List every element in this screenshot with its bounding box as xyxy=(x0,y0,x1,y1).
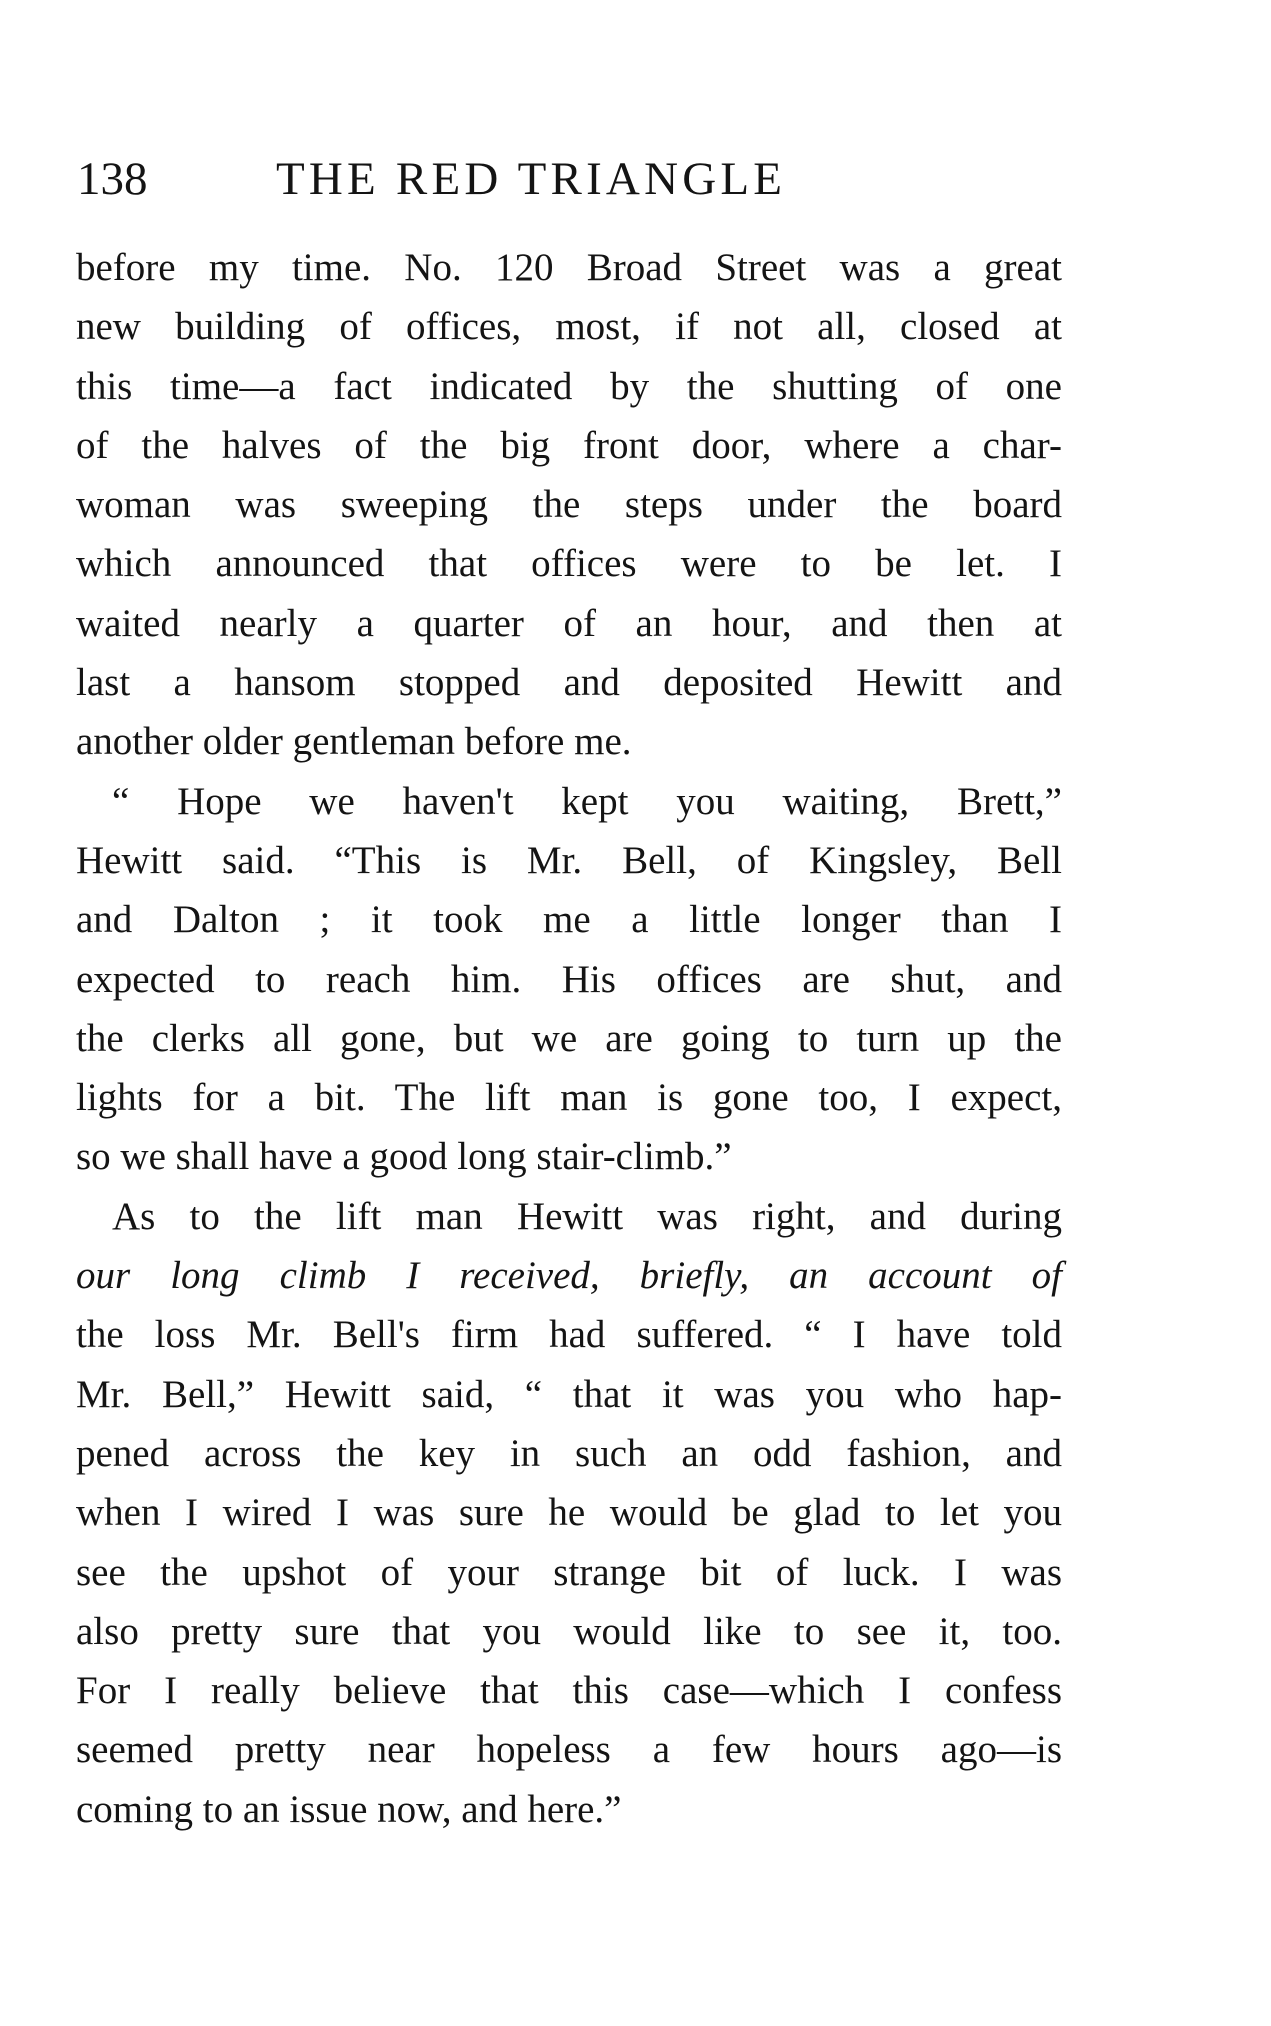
text-line: the loss Mr. Bell's firm had suffered. “ I have told xyxy=(76,1313,1062,1357)
text-line: and Dalton ; it took me a little longer than I xyxy=(76,898,1062,942)
text-line: woman was sweeping the steps under the board xyxy=(76,483,1062,527)
text-line: of the halves of the big front door, where a char- xyxy=(76,423,1062,467)
book-title: THE RED TRIANGLE xyxy=(276,153,787,205)
text-line: For I really believe that this case—which I confess xyxy=(76,1669,1062,1713)
text-line: our long climb I received, briefly, an account of xyxy=(76,1254,1062,1298)
text-line: when I wired I was sure he would be glad to let you xyxy=(76,1491,1062,1535)
text-line: expected to reach him. His offices are shut, and xyxy=(76,957,1062,1001)
text-line: seemed pretty near hopeless a few hours ago—is xyxy=(76,1728,1062,1772)
text-line: Hewitt said. “This is Mr. Bell, of Kingsley, Bell xyxy=(76,838,1062,882)
text-line: pened across the key in such an odd fashion, and xyxy=(76,1431,1062,1475)
text-line: so we shall have a good long stair-climb.” xyxy=(76,1135,732,1179)
text-line: new building of offices, most, if not all, closed at xyxy=(76,305,1062,349)
text-line: last a hansom stopped and deposited Hewitt and xyxy=(76,661,1062,705)
text-line: Mr. Bell,” Hewitt said, “ that it was you who hap- xyxy=(76,1372,1062,1416)
text-line: which announced that offices were to be let. I xyxy=(76,542,1062,586)
running-head xyxy=(77,148,1057,210)
text-line: coming to an issue now, and here.” xyxy=(76,1787,622,1831)
text-line: another older gentleman before me. xyxy=(76,720,632,764)
text-line: see the upshot of your strange bit of luck. I was xyxy=(76,1550,1062,1594)
text-line: before my time. No. 120 Broad Street was a great xyxy=(76,246,1062,289)
text-line: this time—a fact indicated by the shutting of one xyxy=(76,364,1062,408)
text-line: waited nearly a quarter of an hour, and then at xyxy=(76,601,1062,645)
text-line: “ Hope we haven't kept you waiting, Brett,” xyxy=(112,779,1062,823)
page-number: 138 xyxy=(77,153,148,205)
text-line: lights for a bit. The lift man is gone too, I expect, xyxy=(76,1076,1062,1120)
text-line: also pretty sure that you would like to see it, too. xyxy=(76,1609,1062,1653)
text-line: the clerks all gone, but we are going to turn up the xyxy=(76,1016,1062,1060)
body-text xyxy=(76,238,1062,1839)
text-line: As to the lift man Hewitt was right, and during xyxy=(112,1194,1062,1238)
